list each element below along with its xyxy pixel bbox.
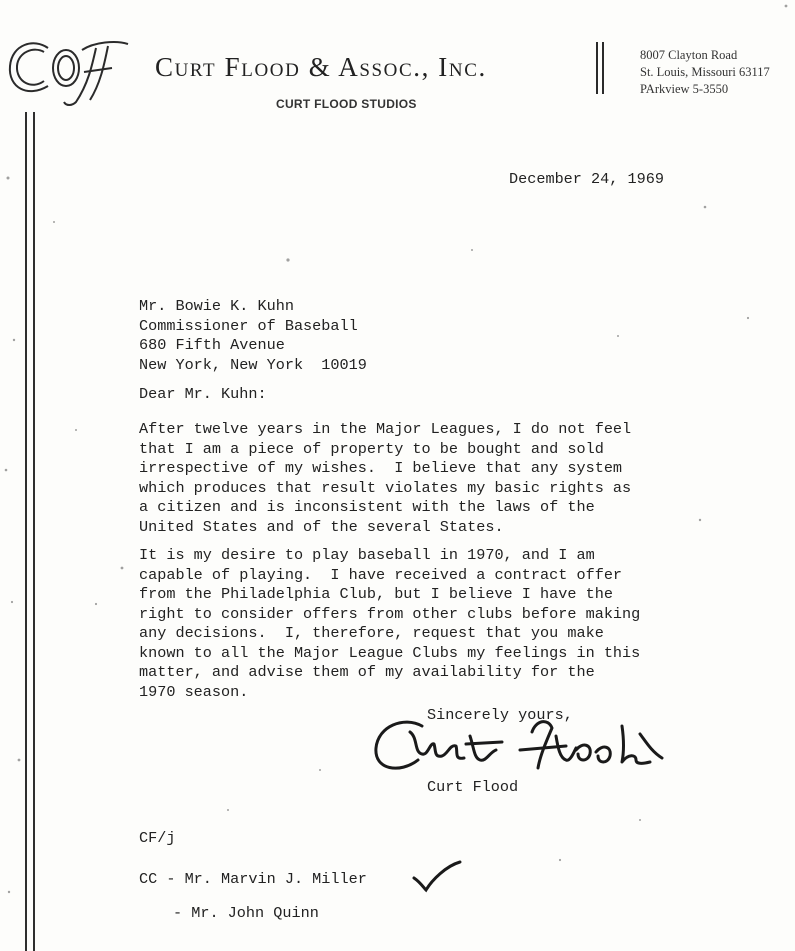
body-line: from the Philadelphia Club, but I believe I have the bbox=[139, 585, 613, 603]
company-address bbox=[640, 47, 770, 98]
body-line: known to all the Major League Clubs my feelings in this bbox=[139, 643, 641, 662]
paragraph-1 bbox=[139, 420, 631, 537]
recipient-line: Mr. Bowie K. Kuhn bbox=[139, 297, 294, 315]
body-line: After twelve years in the Major Leagues, I do not feel bbox=[139, 420, 632, 438]
body-line: 1970 season. bbox=[139, 682, 249, 701]
recipient-line: New York, New York 10019 bbox=[139, 355, 367, 374]
margin-rule bbox=[25, 112, 27, 951]
body-line: capable of playing. I have received a contract offer bbox=[139, 565, 623, 584]
paragraph-2 bbox=[139, 546, 640, 702]
typist-initials: CF/j bbox=[139, 829, 176, 847]
studios-subtitle: CURT FLOOD STUDIOS bbox=[276, 97, 417, 111]
recipient-line: Commissioner of Baseball bbox=[139, 316, 358, 335]
body-line: a citizen and is inconsistent with the laws of the bbox=[139, 498, 595, 516]
cc-line: CC - Mr. Marvin J. Miller bbox=[139, 870, 367, 888]
body-line: any decisions. I, therefore, request that you make bbox=[139, 624, 604, 642]
body-line: right to consider offers from other clubs before making bbox=[139, 604, 641, 623]
letter-date: December 24, 1969 bbox=[509, 170, 664, 188]
body-line: that I am a piece of property to be bought and sold bbox=[139, 439, 604, 458]
signature-icon bbox=[370, 712, 690, 780]
letterhead-divider bbox=[602, 42, 604, 94]
monogram-logo-icon bbox=[4, 26, 134, 110]
phone-line: PArkview 5-3550 bbox=[640, 82, 729, 96]
margin-rule bbox=[33, 112, 35, 951]
recipient-address bbox=[139, 297, 367, 375]
body-line: matter, and advise them of my availability for the bbox=[139, 663, 595, 681]
signer-name: Curt Flood bbox=[427, 778, 519, 796]
salutation: Dear Mr. Kuhn: bbox=[139, 385, 267, 403]
letterhead-divider bbox=[596, 42, 598, 94]
body-line: It is my desire to play baseball in 1970, and I am bbox=[139, 546, 595, 564]
body-line: United States and of the several States. bbox=[139, 517, 504, 536]
recipient-line: 680 Fifth Avenue bbox=[139, 336, 285, 354]
checkmark-icon bbox=[410, 858, 462, 894]
cc-line: - Mr. John Quinn bbox=[173, 904, 319, 922]
address-line: St. Louis, Missouri 63117 bbox=[640, 65, 770, 79]
body-line: which produces that result violates my basic rights as bbox=[139, 478, 632, 497]
address-line: 8007 Clayton Road bbox=[640, 48, 738, 62]
body-line: irrespective of my wishes. I believe that any system bbox=[139, 459, 623, 477]
company-name: Curt Flood & Assoc., Inc. bbox=[155, 52, 487, 82]
closing: Sincerely yours, bbox=[427, 706, 573, 724]
